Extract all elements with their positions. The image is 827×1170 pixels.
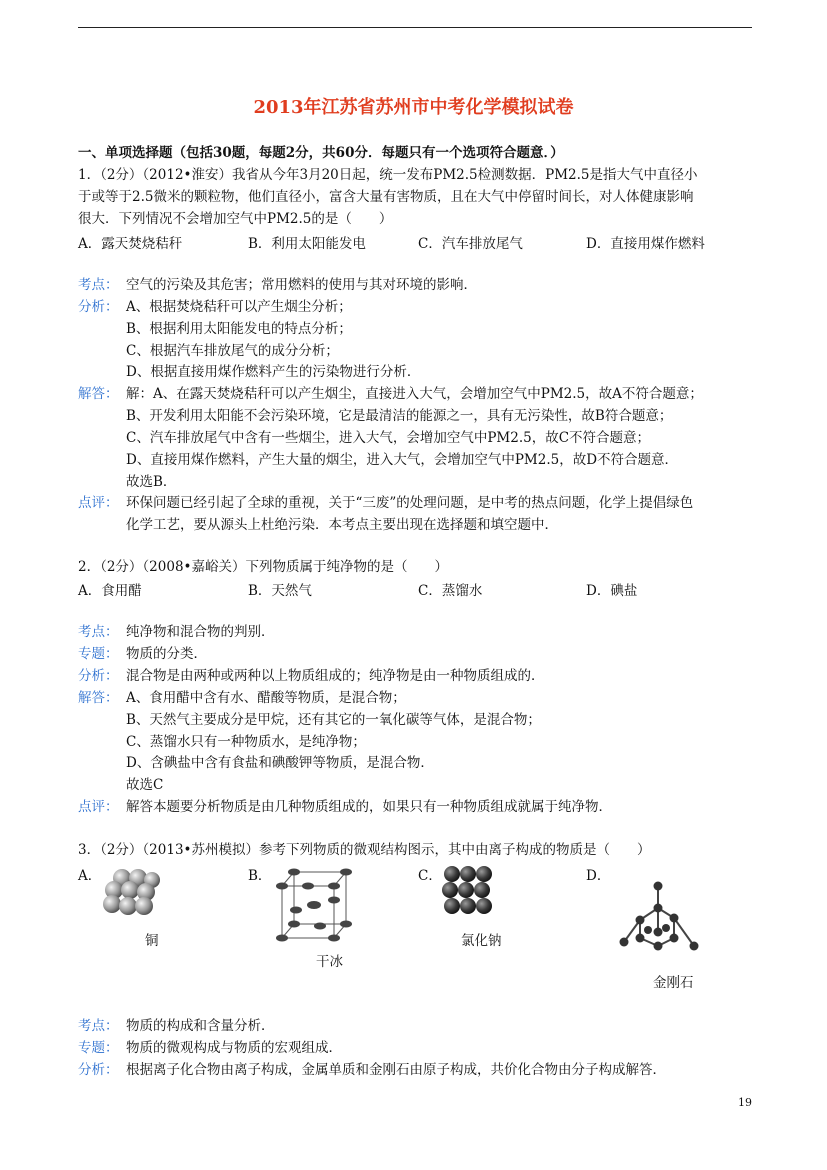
dry-ice-structure-image	[276, 868, 352, 942]
page-title: 2013年江苏省苏州市中考化学模拟试卷	[253, 97, 574, 118]
q1-stem-2: 于或等于2.5微米的颗粒物，他们直径小，富含大量有害物质，且在大气中停留时间长，对人体健康影响	[78, 189, 694, 205]
q3-option-d: D．	[586, 868, 611, 884]
q2-jieda-2: B、天然气主要成分是甲烷，还有其它的一氧化碳等气体，是混合物；	[126, 712, 541, 728]
q1-fenxi-1: A、根据焚烧秸秆可以产生烟尘分析；	[126, 299, 352, 315]
q3-stem: 3．（2分）（2013•苏州模拟）参考下列物质的微观结构图示，其中由离子构成的物质是（ ）	[78, 842, 651, 858]
q1-dianping-1: 环保问题已经引起了全球的重视，关于“三废”的处理问题，是中考的热点问题，化学上提倡绿色	[126, 495, 694, 511]
page-number: 19	[738, 1096, 752, 1109]
q1-jieda-5: 故选B．	[126, 474, 177, 490]
caption-sodium-chloride: 氯化钠	[461, 933, 502, 949]
q3-zhuanti: 物质的微观构成与物质的宏观组成．	[126, 1040, 342, 1056]
q2-kaodian-label: 考点：	[78, 624, 119, 640]
caption-diamond: 金刚石	[653, 975, 694, 991]
caption-dry-ice: 干冰	[316, 954, 343, 970]
q2-jieda-4: D、含碘盐中含有食盐和碘酸钾等物质，是混合物．	[126, 755, 434, 771]
q1-kaodian-label: 考点：	[78, 277, 119, 293]
q1-kaodian: 空气的污染及其危害；常用燃料的使用与其对环境的影响．	[126, 277, 477, 293]
q1-dianping-label: 点评：	[78, 495, 119, 511]
q3-kaodian-label: 考点：	[78, 1018, 119, 1034]
caption-copper: 铜	[145, 933, 159, 949]
q1-dianping-2: 化学工艺，要从源头上杜绝污染．本考点主要出现在选择题和填空题中．	[126, 517, 558, 533]
q1-stem-3: 很大．下列情况不会增加空气中PM2.5的是（ ）	[78, 211, 393, 227]
q3-fenxi: 根据离子化合物由离子构成，金属单质和金刚石由原子构成，共价化合物由分子构成解答．	[126, 1062, 666, 1078]
q2-dianping: 解答本题要分析物质是由几种物质组成的，如果只有一种物质组成就属于纯净物．	[126, 799, 612, 815]
q3-option-b: B．	[248, 868, 272, 884]
q1-fenxi-4: D、根据直接用煤作燃料产生的污染物进行分析．	[126, 364, 421, 380]
q2-stem: 2．（2分）（2008•嘉峪关）下列物质属于纯净物的是（ ）	[78, 559, 448, 575]
header-rule	[78, 27, 752, 28]
q1-jieda-2: B、开发利用太阳能不会污染环境，它是最清洁的能源之一，具有无污染性，故B符合题意；	[126, 408, 673, 424]
q1-option-c: C．汽车排放尾气	[418, 236, 523, 252]
q3-option-c: C．	[418, 868, 442, 884]
q1-fenxi-2: B、根据利用太阳能发电的特点分析；	[126, 321, 352, 337]
q1-option-a: A．露天焚烧秸秆	[78, 236, 183, 252]
q1-jieda-1: 解：A、在露天焚烧秸秆可以产生烟尘，直接进入大气，会增加空气中PM2.5，故A不符合题意；	[126, 386, 703, 402]
q2-option-c: C．蒸馏水	[418, 583, 483, 599]
q2-option-d: D．碘盐	[586, 583, 638, 599]
q2-option-a: A．食用醋	[78, 583, 142, 599]
q2-dianping-label: 点评：	[78, 799, 119, 815]
q1-option-d: D．直接用煤作燃料	[586, 236, 705, 252]
q2-zhuanti-label: 专题：	[78, 646, 119, 662]
q2-jieda-label: 解答：	[78, 690, 119, 706]
q2-jieda-3: C、蒸馏水只有一种物质水，是纯净物；	[126, 734, 366, 750]
q1-fenxi-label: 分析：	[78, 299, 119, 315]
q1-jieda-3: C、汽车排放尾气中含有一些烟尘，进入大气，会增加空气中PM2.5，故C不符合题意；	[126, 430, 651, 446]
q2-zhuanti: 物质的分类．	[126, 646, 207, 662]
sodium-chloride-structure-image	[440, 864, 496, 920]
copper-structure-image	[100, 866, 162, 920]
q2-jieda-1: A、食用醋中含有水、醋酸等物质，是混合物；	[126, 690, 406, 706]
q1-stem-1: 1．（2分）（2012•淮安）我省从今年3月20日起，统一发布PM2.5检测数据．PM2.5是指大气中直径小	[78, 167, 698, 183]
q3-zhuanti-label: 专题：	[78, 1040, 119, 1056]
q2-jieda-5: 故选C	[126, 777, 164, 793]
q3-fenxi-label: 分析：	[78, 1062, 119, 1078]
q1-jieda-4: D、直接用煤作燃料，产生大量的烟尘，进入大气，会增加空气中PM2.5，故D不符合题意．	[126, 452, 679, 468]
q1-option-b: B．利用太阳能发电	[248, 236, 366, 252]
q2-kaodian: 纯净物和混合物的判别．	[126, 624, 275, 640]
q2-fenxi-label: 分析：	[78, 668, 119, 684]
section-heading: 一、单项选择题（包括30题，每题2分，共60分．每题只有一个选项符合题意．）	[78, 145, 564, 161]
q2-fenxi: 混合物是由两种或两种以上物质组成的；纯净物是由一种物质组成的．	[126, 668, 545, 684]
q1-fenxi-3: C、根据汽车排放尾气的成分分析；	[126, 343, 339, 359]
q3-kaodian: 物质的构成和含量分析．	[126, 1018, 275, 1034]
q1-jieda-label: 解答：	[78, 386, 119, 402]
diamond-structure-image	[618, 880, 702, 954]
q3-option-a: A．	[78, 868, 102, 884]
q2-option-b: B．天然气	[248, 583, 312, 599]
